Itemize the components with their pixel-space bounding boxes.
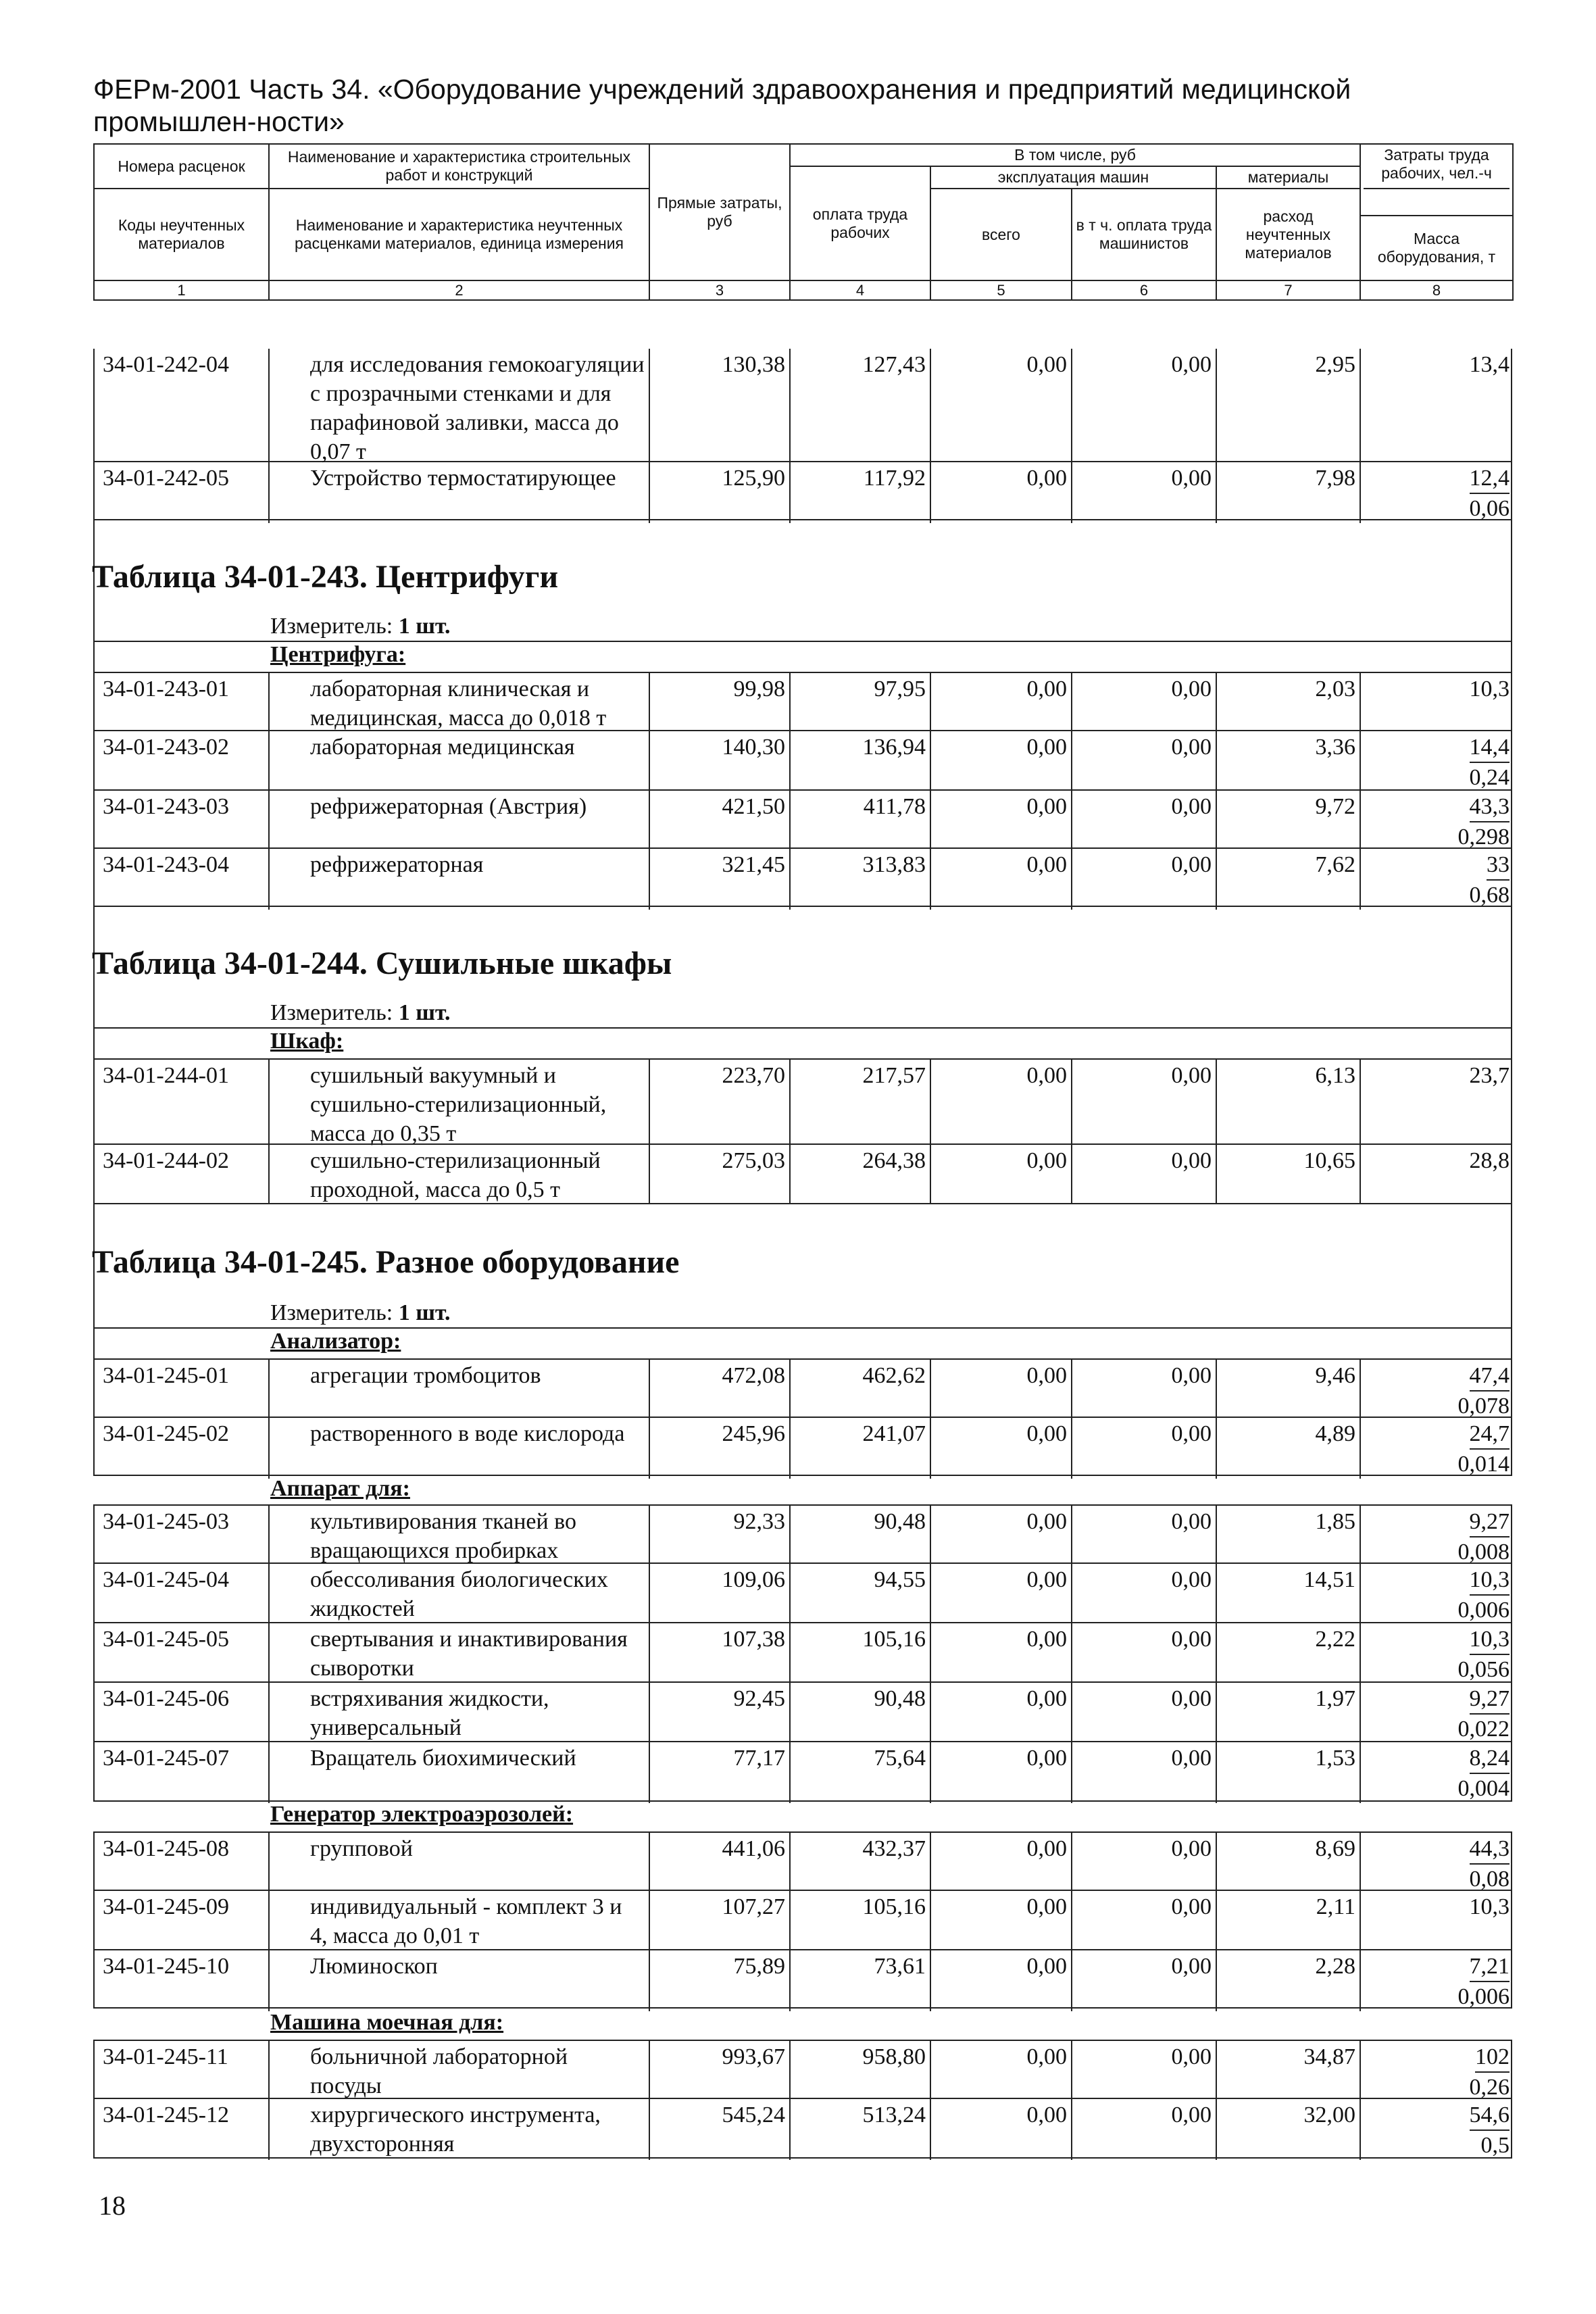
section-frame-left — [93, 907, 95, 1058]
labor-hours: 24,7 — [1470, 1419, 1510, 1450]
operator-pay: 0,00 — [1072, 349, 1217, 466]
table-row — [93, 2099, 1512, 2159]
equipment-mass: 0,26 — [1469, 2075, 1510, 2100]
labor-hours: 102 — [1475, 2042, 1510, 2073]
table-row — [93, 462, 1512, 520]
column-header-table — [93, 143, 1514, 301]
table-row — [93, 1950, 1512, 2009]
table-row — [93, 1683, 1512, 1742]
labor-hours-cell — [1361, 2099, 1514, 2160]
worker-pay: 97,95 — [791, 673, 931, 733]
rate-name: встряхивания жидкости, универсальный — [310, 1686, 549, 1740]
rate-code: 34-01-243-02 — [95, 731, 270, 792]
direct-cost: 130,38 — [650, 349, 791, 466]
operator-pay: 0,00 — [1072, 1950, 1217, 2011]
table-row — [93, 349, 1512, 462]
rate-name-cell — [270, 1742, 650, 1803]
worker-pay: 105,16 — [791, 1891, 931, 1950]
rate-name: хирургического инструмента, двухсторонняя — [310, 2102, 601, 2157]
machine-cost: 0,00 — [931, 2041, 1072, 2102]
material-cost: 1,97 — [1217, 1683, 1361, 1744]
operator-pay: 0,00 — [1072, 1060, 1217, 1148]
machine-cost: 0,00 — [931, 1891, 1072, 1950]
rate-name-cell — [270, 1060, 650, 1148]
labor-hours-cell — [1361, 1145, 1514, 1204]
col-header-material-codes: Коды неучтенных материалов — [94, 189, 269, 280]
rate-name: рефрижераторная (Австрия) — [310, 794, 587, 819]
rate-code: 34-01-245-11 — [95, 2041, 270, 2102]
labor-hours-cell — [1361, 1683, 1514, 1744]
table-row — [93, 1145, 1512, 1204]
unit-line — [270, 1300, 451, 1326]
direct-cost: 321,45 — [650, 849, 791, 910]
unit-line — [270, 614, 451, 639]
operator-pay: 0,00 — [1072, 1891, 1217, 1950]
labor-hours: 28,8 — [1469, 1148, 1510, 1173]
direct-cost: 441,06 — [650, 1833, 791, 1894]
operator-pay: 0,00 — [1072, 1623, 1217, 1684]
worker-pay: 117,92 — [791, 462, 931, 523]
operator-pay: 0,00 — [1072, 1683, 1217, 1744]
labor-hours: 7,21 — [1470, 1952, 1510, 1982]
material-cost: 2,03 — [1217, 673, 1361, 733]
material-cost: 9,46 — [1217, 1360, 1361, 1421]
equipment-mass: 0,056 — [1457, 1657, 1510, 1682]
worker-pay: 90,48 — [791, 1506, 931, 1567]
equipment-mass: 0,5 — [1480, 2133, 1510, 2158]
direct-cost: 125,90 — [650, 462, 791, 523]
equipment-mass: 0,014 — [1457, 1452, 1510, 1477]
material-cost: 7,98 — [1217, 462, 1361, 523]
table-row — [93, 1058, 1512, 1145]
labor-hours: 12,4 — [1470, 464, 1510, 494]
direct-cost: 275,03 — [650, 1145, 791, 1204]
equipment-mass: 0,078 — [1457, 1394, 1510, 1419]
labor-hours-cell — [1361, 791, 1514, 852]
equipment-mass: 0,68 — [1469, 883, 1510, 908]
equipment-mass: 0,298 — [1457, 824, 1510, 850]
direct-cost: 223,70 — [650, 1060, 791, 1148]
direct-cost: 545,24 — [650, 2099, 791, 2160]
rate-name-cell — [270, 1950, 650, 2011]
machine-cost: 0,00 — [931, 1506, 1072, 1567]
group-label: Анализатор: — [270, 1329, 401, 1354]
equipment-mass: 0,24 — [1469, 765, 1510, 790]
unit-label: Измеритель: — [270, 1000, 393, 1025]
material-cost: 14,51 — [1217, 1564, 1361, 1625]
worker-pay: 75,64 — [791, 1742, 931, 1803]
labor-hours: 14,4 — [1470, 733, 1510, 763]
section-frame-right — [1511, 1204, 1512, 1358]
labor-hours-cell — [1361, 849, 1514, 910]
direct-cost: 140,30 — [650, 731, 791, 792]
worker-pay: 127,43 — [791, 349, 931, 466]
material-cost: 1,85 — [1217, 1506, 1361, 1567]
labor-hours-cell — [1361, 1360, 1514, 1421]
rate-name-cell — [270, 1418, 650, 1479]
rate-name: лабораторная клиническая и медицинская, масса до 0,018 т — [310, 676, 607, 731]
rate-code: 34-01-245-12 — [95, 2099, 270, 2160]
labor-hours-cell — [1361, 731, 1514, 792]
col-header-including: В том числе, руб — [790, 144, 1360, 166]
machine-cost: 0,00 — [931, 1418, 1072, 1479]
table-row — [93, 672, 1512, 731]
equipment-mass: 0,08 — [1469, 1867, 1510, 1892]
operator-pay: 0,00 — [1072, 1418, 1217, 1479]
rate-code: 34-01-244-01 — [95, 1060, 270, 1148]
table-title: Таблица 34-01-243. Центрифуги — [92, 559, 559, 595]
rate-code: 34-01-245-10 — [95, 1950, 270, 2011]
rate-code: 34-01-245-03 — [95, 1506, 270, 1567]
section-frame-right — [1511, 520, 1512, 672]
worker-pay: 217,57 — [791, 1060, 931, 1148]
labor-hours: 9,27 — [1470, 1684, 1510, 1715]
machine-cost: 0,00 — [931, 462, 1072, 523]
col-header-rate-numbers: Номера расценок — [94, 144, 269, 189]
rate-name: сушильный вакуумный и сушильно-стерилизационный, масса до 0,35 т — [310, 1063, 607, 1146]
rate-name-cell — [270, 1145, 650, 1204]
rate-name: лабораторная медицинская — [310, 735, 575, 760]
labor-hours: 43,3 — [1470, 792, 1510, 822]
operator-pay: 0,00 — [1072, 1145, 1217, 1204]
col-number: 4 — [790, 280, 930, 300]
group-label: Шкаф: — [270, 1029, 344, 1054]
machine-cost: 0,00 — [931, 791, 1072, 852]
table-row — [93, 1742, 1512, 1802]
direct-cost: 245,96 — [650, 1418, 791, 1479]
operator-pay: 0,00 — [1072, 462, 1217, 523]
labor-hours-cell — [1361, 462, 1514, 523]
rate-name: индивидуальный - комплект 3 и 4, масса до 0,01 т — [310, 1894, 622, 1948]
section-frame-left — [93, 520, 95, 672]
labor-hours: 9,27 — [1470, 1507, 1510, 1537]
material-cost: 10,65 — [1217, 1145, 1361, 1204]
document-header: ФЕРм-2001 Часть 34. «Оборудование учреждений здравоохранения и предприятий медицинской промышлен-ности» — [93, 74, 1351, 137]
direct-cost: 107,38 — [650, 1623, 791, 1684]
worker-pay: 313,83 — [791, 849, 931, 910]
worker-pay: 513,24 — [791, 2099, 931, 2160]
rate-name-cell — [270, 1833, 650, 1894]
labor-hours: 23,7 — [1469, 1063, 1510, 1088]
table-title: Таблица 34-01-245. Разное оборудование — [92, 1244, 680, 1280]
worker-pay: 105,16 — [791, 1623, 931, 1684]
labor-hours: 33 — [1487, 850, 1510, 881]
direct-cost: 107,27 — [650, 1891, 791, 1950]
table-row — [93, 1831, 1512, 1891]
material-cost: 32,00 — [1217, 2099, 1361, 2160]
labor-hours-cell — [1361, 1418, 1514, 1479]
col-header-machines-total: всего — [930, 189, 1072, 280]
group-label: Аппарат для: — [270, 1476, 410, 1501]
equipment-mass: 0,006 — [1457, 1984, 1510, 2009]
rate-name: растворенного в воде кислорода — [310, 1421, 625, 1446]
direct-cost: 92,33 — [650, 1506, 791, 1567]
col-header-labor-hours-top: Затраты труда рабочих, чел.-ч — [1364, 146, 1510, 189]
labor-hours: 8,24 — [1470, 1744, 1510, 1774]
col-header-work-name: Наименование и характеристика строительных работ и конструкций — [269, 144, 649, 189]
labor-hours-cell — [1361, 1623, 1514, 1684]
worker-pay: 432,37 — [791, 1833, 931, 1894]
rate-name: сушильно-стерилизационный проходной, масса до 0,5 т — [310, 1148, 601, 1202]
machine-cost: 0,00 — [931, 1683, 1072, 1744]
machine-cost: 0,00 — [931, 1833, 1072, 1894]
rate-name: Устройство термостатирующее — [310, 466, 616, 491]
labor-hours-cell — [1361, 1833, 1514, 1894]
labor-hours: 10,3 — [1469, 676, 1510, 701]
material-cost: 2,22 — [1217, 1623, 1361, 1684]
rate-name: больничной лабораторной посуды — [310, 2044, 568, 2098]
direct-cost: 75,89 — [650, 1950, 791, 2011]
material-cost: 6,13 — [1217, 1060, 1361, 1148]
material-cost: 1,53 — [1217, 1742, 1361, 1803]
direct-cost: 99,98 — [650, 673, 791, 733]
rate-code: 34-01-245-06 — [95, 1683, 270, 1744]
rate-name: Люминоскоп — [310, 1954, 438, 1979]
rate-code: 34-01-243-03 — [95, 791, 270, 852]
rate-name-cell — [270, 349, 650, 466]
col-header-material-consumption: расход неучтенных материалов — [1216, 189, 1360, 280]
direct-cost: 993,67 — [650, 2041, 791, 2102]
material-cost: 2,95 — [1217, 349, 1361, 466]
rate-code: 34-01-244-02 — [95, 1145, 270, 1204]
operator-pay: 0,00 — [1072, 1833, 1217, 1894]
col-number: 7 — [1216, 280, 1360, 300]
rate-code: 34-01-245-07 — [95, 1742, 270, 1803]
equipment-mass: 0,004 — [1457, 1776, 1510, 1801]
labor-hours: 10,3 — [1470, 1625, 1510, 1655]
rate-name-cell — [270, 1360, 650, 1421]
operator-pay: 0,00 — [1072, 1564, 1217, 1625]
rate-name-cell — [270, 1506, 650, 1567]
worker-pay: 411,78 — [791, 791, 931, 852]
machine-cost: 0,00 — [931, 349, 1072, 466]
col-number: 1 — [94, 280, 269, 300]
table-row — [93, 1564, 1512, 1623]
labor-hours-cell — [1361, 1891, 1514, 1950]
table-row — [93, 1891, 1512, 1950]
labor-hours: 54,6 — [1470, 2100, 1510, 2131]
labor-hours: 47,4 — [1470, 1361, 1510, 1392]
table-row — [93, 1504, 1512, 1564]
worker-pay: 958,80 — [791, 2041, 931, 2102]
material-cost: 2,28 — [1217, 1950, 1361, 2011]
rate-name: Вращатель биохимический — [310, 1746, 576, 1771]
table-row — [93, 2040, 1512, 2099]
labor-hours: 44,3 — [1470, 1834, 1510, 1865]
table-row — [93, 1358, 1512, 1418]
worker-pay: 73,61 — [791, 1950, 931, 2011]
machine-cost: 0,00 — [931, 2099, 1072, 2160]
labor-hours: 10,3 — [1470, 1565, 1510, 1596]
rate-code: 34-01-245-02 — [95, 1418, 270, 1479]
unit-line — [270, 1000, 451, 1026]
table-row — [93, 1623, 1512, 1683]
col-number: 6 — [1072, 280, 1216, 300]
rate-name-cell — [270, 849, 650, 910]
material-cost: 9,72 — [1217, 791, 1361, 852]
machine-cost: 0,00 — [931, 673, 1072, 733]
rate-name-cell — [270, 462, 650, 523]
machine-cost: 0,00 — [931, 1360, 1072, 1421]
rate-name: для исследования гемокоагуляции с прозрачными стенками и для парафиновой заливки, масса до 0,07 т — [310, 352, 645, 464]
labor-hours-cell — [1361, 1950, 1514, 2011]
table-row — [93, 731, 1512, 791]
operator-pay: 0,00 — [1072, 849, 1217, 910]
operator-pay: 0,00 — [1072, 2041, 1217, 2102]
equipment-mass: 0,006 — [1457, 1598, 1510, 1623]
rate-name-cell — [270, 1891, 650, 1950]
rate-code: 34-01-243-04 — [95, 849, 270, 910]
rate-name-cell — [270, 1683, 650, 1744]
rate-code: 34-01-245-08 — [95, 1833, 270, 1894]
material-cost: 34,87 — [1217, 2041, 1361, 2102]
machine-cost: 0,00 — [931, 1564, 1072, 1625]
rate-code: 34-01-245-04 — [95, 1564, 270, 1625]
labor-hours-cell — [1361, 1742, 1514, 1803]
operator-pay: 0,00 — [1072, 791, 1217, 852]
col-number: 2 — [269, 280, 649, 300]
labor-hours: 13,4 — [1469, 352, 1510, 377]
operator-pay: 0,00 — [1072, 673, 1217, 733]
col-header-materials: материалы — [1216, 166, 1360, 189]
group-label: Машина моечная для: — [270, 2010, 504, 2035]
rate-name: рефрижераторная — [310, 852, 484, 877]
labor-hours-cell — [1361, 1060, 1514, 1148]
material-cost: 4,89 — [1217, 1418, 1361, 1479]
rate-code: 34-01-245-01 — [95, 1360, 270, 1421]
rate-name: свертывания и инактивирования сыворотки — [310, 1627, 628, 1681]
material-cost: 8,69 — [1217, 1833, 1361, 1894]
unit-value: 1 шт. — [398, 1300, 451, 1325]
operator-pay: 0,00 — [1072, 1506, 1217, 1567]
col-header-labor-hours — [1360, 144, 1513, 216]
rate-name: обессоливания биологических жидкостей — [310, 1567, 608, 1621]
table-row — [93, 791, 1512, 849]
operator-pay: 0,00 — [1072, 1742, 1217, 1803]
material-cost: 2,11 — [1217, 1891, 1361, 1950]
operator-pay: 0,00 — [1072, 731, 1217, 792]
worker-pay: 241,07 — [791, 1418, 931, 1479]
direct-cost: 472,08 — [650, 1360, 791, 1421]
rate-code: 34-01-245-09 — [95, 1891, 270, 1950]
worker-pay: 264,38 — [791, 1145, 931, 1204]
machine-cost: 0,00 — [931, 1623, 1072, 1684]
table-title: Таблица 34-01-244. Сушильные шкафы — [92, 945, 672, 981]
col-header-direct-costs: Прямые затраты, руб — [649, 144, 790, 280]
group-label: Генератор электроаэрозолей: — [270, 1802, 574, 1827]
col-number: 8 — [1360, 280, 1513, 300]
material-cost: 3,36 — [1217, 731, 1361, 792]
rate-name-cell — [270, 673, 650, 733]
col-number: 5 — [930, 280, 1072, 300]
worker-pay: 90,48 — [791, 1683, 931, 1744]
operator-pay: 0,00 — [1072, 2099, 1217, 2160]
machine-cost: 0,00 — [931, 731, 1072, 792]
rate-name-cell — [270, 2099, 650, 2160]
rate-name: культивирования тканей во вращающихся пробирках — [310, 1509, 577, 1563]
equipment-mass: 0,06 — [1469, 496, 1510, 521]
machine-cost: 0,00 — [931, 1145, 1072, 1204]
unit-label: Измеритель: — [270, 614, 393, 639]
direct-cost: 92,45 — [650, 1683, 791, 1744]
unit-value: 1 шт. — [398, 1000, 451, 1025]
col-header-operator-pay: в т ч. оплата труда машинистов — [1072, 189, 1216, 280]
rate-name-cell — [270, 1623, 650, 1684]
machine-cost: 0,00 — [931, 1060, 1072, 1148]
labor-hours: 10,3 — [1469, 1894, 1510, 1919]
labor-hours-cell — [1361, 349, 1514, 466]
section-frame-right — [1511, 907, 1512, 1058]
worker-pay: 136,94 — [791, 731, 931, 792]
rate-code: 34-01-242-04 — [95, 349, 270, 466]
section-frame-left — [93, 1204, 95, 1358]
unit-value: 1 шт. — [398, 614, 451, 639]
page-number: 18 — [99, 2190, 126, 2221]
labor-hours-cell — [1361, 1564, 1514, 1625]
rate-name: групповой — [310, 1836, 413, 1861]
rate-name-cell — [270, 2041, 650, 2102]
worker-pay: 462,62 — [791, 1360, 931, 1421]
rate-code: 34-01-243-01 — [95, 673, 270, 733]
col-header-machines: эксплуатация машин — [930, 166, 1216, 189]
rate-name-cell — [270, 1564, 650, 1625]
rate-name-cell — [270, 791, 650, 852]
labor-hours-cell — [1361, 2041, 1514, 2102]
rate-name-cell — [270, 731, 650, 792]
operator-pay: 0,00 — [1072, 1360, 1217, 1421]
group-label: Центрифуга: — [270, 642, 406, 667]
material-cost: 7,62 — [1217, 849, 1361, 910]
rate-name: агрегации тромбоцитов — [310, 1363, 541, 1388]
direct-cost: 77,17 — [650, 1742, 791, 1803]
worker-pay: 94,55 — [791, 1564, 931, 1625]
table-row — [93, 849, 1512, 907]
col-header-worker-pay: оплата труда рабочих — [790, 166, 930, 280]
rate-code: 34-01-242-05 — [95, 462, 270, 523]
labor-hours-cell — [1361, 673, 1514, 733]
table-row — [93, 1418, 1512, 1476]
direct-cost: 109,06 — [650, 1564, 791, 1625]
col-number: 3 — [649, 280, 790, 300]
machine-cost: 0,00 — [931, 1742, 1072, 1803]
equipment-mass: 0,022 — [1457, 1717, 1510, 1742]
machine-cost: 0,00 — [931, 1950, 1072, 2011]
unit-label: Измеритель: — [270, 1300, 393, 1325]
rate-code: 34-01-245-05 — [95, 1623, 270, 1684]
col-header-equipment-mass: Масса оборудования, т — [1360, 216, 1513, 280]
equipment-mass: 0,008 — [1457, 1540, 1510, 1565]
col-header-material-names: Наименование и характеристика неучтенных расценками материалов, единица измерения — [269, 189, 649, 280]
labor-hours-cell — [1361, 1506, 1514, 1567]
direct-cost: 421,50 — [650, 791, 791, 852]
machine-cost: 0,00 — [931, 849, 1072, 910]
